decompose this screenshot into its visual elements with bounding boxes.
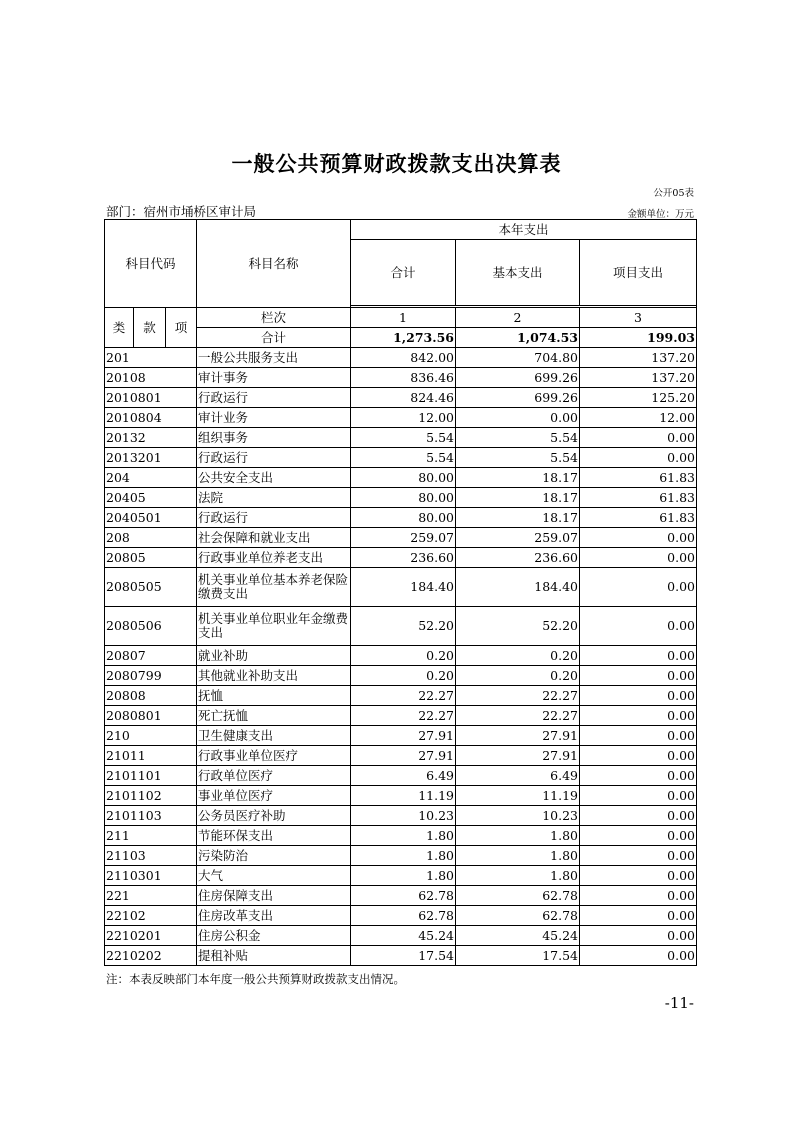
header-kuan: 款 <box>134 308 166 348</box>
row-name: 公共安全支出 <box>197 468 351 488</box>
row-code: 2210201 <box>105 926 197 946</box>
row-total: 5.54 <box>351 448 456 468</box>
table-row <box>105 846 697 866</box>
expense-table <box>104 219 697 966</box>
row-name: 公务员医疗补助 <box>197 806 351 826</box>
row-code: 20805 <box>105 548 197 568</box>
row-code: 20808 <box>105 686 197 706</box>
row-code: 201 <box>105 348 197 368</box>
row-code: 20132 <box>105 428 197 448</box>
header-code-group: 科目代码 <box>105 220 197 308</box>
table-row <box>105 448 697 468</box>
table-row <box>105 906 697 926</box>
row-total: 824.46 <box>351 388 456 408</box>
row-total: 80.00 <box>351 488 456 508</box>
row-project: 12.00 <box>580 408 697 428</box>
row-code: 2101102 <box>105 786 197 806</box>
row-total: 52.20 <box>351 607 456 646</box>
row-total: 12.00 <box>351 408 456 428</box>
table-row <box>105 726 697 746</box>
summary-project: 199.03 <box>580 328 697 348</box>
row-project: 137.20 <box>580 368 697 388</box>
row-total: 80.00 <box>351 508 456 528</box>
row-name: 法院 <box>197 488 351 508</box>
row-total: 259.07 <box>351 528 456 548</box>
row-name: 社会保障和就业支出 <box>197 528 351 548</box>
summary-total: 1,273.56 <box>351 328 456 348</box>
row-code: 2080505 <box>105 568 197 607</box>
row-basic: 5.54 <box>456 448 580 468</box>
row-code: 204 <box>105 468 197 488</box>
row-project: 0.00 <box>580 906 697 926</box>
row-project: 61.83 <box>580 468 697 488</box>
table-row <box>105 926 697 946</box>
header-col2: 2 <box>456 308 580 328</box>
row-name: 行政事业单位医疗 <box>197 746 351 766</box>
row-basic: 62.78 <box>456 886 580 906</box>
row-project: 137.20 <box>580 348 697 368</box>
header-lei: 类 <box>105 308 134 348</box>
row-project: 61.83 <box>580 508 697 528</box>
table-row <box>105 408 697 428</box>
unit-label: 金额单位：万元 <box>627 209 694 220</box>
row-basic: 22.27 <box>456 686 580 706</box>
row-basic: 704.80 <box>456 348 580 368</box>
row-project: 0.00 <box>580 706 697 726</box>
row-code: 2101103 <box>105 806 197 826</box>
table-row <box>105 866 697 886</box>
row-project: 0.00 <box>580 926 697 946</box>
row-basic: 0.20 <box>456 646 580 666</box>
row-basic: 1.80 <box>456 826 580 846</box>
row-project: 0.00 <box>580 886 697 906</box>
row-basic: 18.17 <box>456 468 580 488</box>
row-name: 机关事业单位职业年金缴费支出 <box>197 607 351 646</box>
row-basic: 17.54 <box>456 946 580 966</box>
row-code: 21103 <box>105 846 197 866</box>
row-basic: 0.00 <box>456 408 580 428</box>
summary-basic: 1,074.53 <box>456 328 580 348</box>
row-project: 61.83 <box>580 488 697 508</box>
row-basic: 259.07 <box>456 528 580 548</box>
row-total: 11.19 <box>351 786 456 806</box>
row-basic: 1.80 <box>456 846 580 866</box>
row-code: 2040501 <box>105 508 197 528</box>
row-total: 62.78 <box>351 886 456 906</box>
row-total: 842.00 <box>351 348 456 368</box>
row-basic: 22.27 <box>456 706 580 726</box>
row-name: 住房改革支出 <box>197 906 351 926</box>
header-project: 项目支出 <box>580 240 697 306</box>
row-code: 2013201 <box>105 448 197 468</box>
row-project: 0.00 <box>580 646 697 666</box>
row-basic: 184.40 <box>456 568 580 607</box>
row-name: 机关事业单位基本养老保险缴费支出 <box>197 568 351 607</box>
table-row <box>105 706 697 726</box>
row-total: 836.46 <box>351 368 456 388</box>
row-name: 一般公共服务支出 <box>197 348 351 368</box>
row-name: 行政运行 <box>197 508 351 528</box>
row-basic: 27.91 <box>456 746 580 766</box>
row-code: 2210202 <box>105 946 197 966</box>
row-project: 0.00 <box>580 786 697 806</box>
table-row <box>105 607 697 646</box>
row-basic: 5.54 <box>456 428 580 448</box>
row-code: 20405 <box>105 488 197 508</box>
row-name: 组织事务 <box>197 428 351 448</box>
row-project: 0.00 <box>580 448 697 468</box>
department-label: 部门：宿州市埇桥区审计局 <box>106 204 257 219</box>
row-project: 0.00 <box>580 568 697 607</box>
table-row <box>105 368 697 388</box>
row-name: 审计事务 <box>197 368 351 388</box>
row-name: 事业单位医疗 <box>197 786 351 806</box>
table-row <box>105 786 697 806</box>
table-row <box>105 348 697 368</box>
table-row <box>105 686 697 706</box>
row-name: 行政事业单位养老支出 <box>197 548 351 568</box>
row-total: 45.24 <box>351 926 456 946</box>
table-row <box>105 946 697 966</box>
row-name: 行政运行 <box>197 448 351 468</box>
row-basic: 699.26 <box>456 388 580 408</box>
table-row <box>105 508 697 528</box>
row-code: 20108 <box>105 368 197 388</box>
row-name: 死亡抚恤 <box>197 706 351 726</box>
row-code: 208 <box>105 528 197 548</box>
header-name: 科目名称 <box>197 220 351 308</box>
row-total: 17.54 <box>351 946 456 966</box>
row-project: 0.00 <box>580 428 697 448</box>
row-name: 卫生健康支出 <box>197 726 351 746</box>
table-row <box>105 488 697 508</box>
row-project: 0.00 <box>580 726 697 746</box>
row-name: 审计业务 <box>197 408 351 428</box>
table-row <box>105 646 697 666</box>
row-code: 2080801 <box>105 706 197 726</box>
header-xiang: 项 <box>166 308 197 348</box>
row-total: 6.49 <box>351 766 456 786</box>
row-name: 节能环保支出 <box>197 826 351 846</box>
row-project: 125.20 <box>580 388 697 408</box>
row-code: 2101101 <box>105 766 197 786</box>
row-total: 184.40 <box>351 568 456 607</box>
row-basic: 1.80 <box>456 866 580 886</box>
row-total: 236.60 <box>351 548 456 568</box>
row-basic: 18.17 <box>456 508 580 528</box>
row-basic: 6.49 <box>456 766 580 786</box>
row-name: 大气 <box>197 866 351 886</box>
row-basic: 45.24 <box>456 926 580 946</box>
row-name: 污染防治 <box>197 846 351 866</box>
header-col3: 3 <box>580 308 697 328</box>
table-row <box>105 746 697 766</box>
row-total: 80.00 <box>351 468 456 488</box>
row-project: 0.00 <box>580 826 697 846</box>
row-total: 5.54 <box>351 428 456 448</box>
row-name: 住房保障支出 <box>197 886 351 906</box>
row-name: 其他就业补助支出 <box>197 666 351 686</box>
row-project: 0.00 <box>580 528 697 548</box>
row-basic: 27.91 <box>456 726 580 746</box>
row-basic: 236.60 <box>456 548 580 568</box>
table-row <box>105 666 697 686</box>
table-row <box>105 528 697 548</box>
report-title: 一般公共预算财政拨款支出决算表 <box>231 152 562 176</box>
row-total: 22.27 <box>351 706 456 726</box>
row-name: 行政运行 <box>197 388 351 408</box>
row-name: 抚恤 <box>197 686 351 706</box>
row-code: 2110301 <box>105 866 197 886</box>
row-project: 0.00 <box>580 746 697 766</box>
table-row <box>105 428 697 448</box>
table-row <box>105 468 697 488</box>
row-code: 210 <box>105 726 197 746</box>
row-code: 21011 <box>105 746 197 766</box>
row-basic: 0.20 <box>456 666 580 686</box>
row-basic: 10.23 <box>456 806 580 826</box>
row-code: 20807 <box>105 646 197 666</box>
row-basic: 52.20 <box>456 607 580 646</box>
row-code: 2080506 <box>105 607 197 646</box>
header-total: 合计 <box>351 240 456 306</box>
table-row <box>105 568 697 607</box>
row-total: 1.80 <box>351 826 456 846</box>
row-project: 0.00 <box>580 666 697 686</box>
row-total: 1.80 <box>351 866 456 886</box>
table-note: 注：本表反映部门本年度一般公共预算财政拨款支出情况。 <box>106 972 405 986</box>
row-project: 0.00 <box>580 866 697 886</box>
row-code: 2080799 <box>105 666 197 686</box>
row-project: 0.00 <box>580 766 697 786</box>
table-row <box>105 766 697 786</box>
row-code: 211 <box>105 826 197 846</box>
row-code: 221 <box>105 886 197 906</box>
row-basic: 62.78 <box>456 906 580 926</box>
row-total: 1.80 <box>351 846 456 866</box>
row-total: 27.91 <box>351 746 456 766</box>
table-row <box>105 388 697 408</box>
row-project: 0.00 <box>580 686 697 706</box>
row-project: 0.00 <box>580 846 697 866</box>
row-basic: 699.26 <box>456 368 580 388</box>
row-basic: 11.19 <box>456 786 580 806</box>
row-total: 0.20 <box>351 646 456 666</box>
header-col1: 1 <box>351 308 456 328</box>
row-total: 22.27 <box>351 686 456 706</box>
row-name: 就业补助 <box>197 646 351 666</box>
header-basic: 基本支出 <box>456 240 580 306</box>
header-year-expense: 本年支出 <box>351 220 697 240</box>
row-code: 22102 <box>105 906 197 926</box>
row-total: 0.20 <box>351 666 456 686</box>
row-total: 10.23 <box>351 806 456 826</box>
table-row <box>105 806 697 826</box>
row-name: 提租补贴 <box>197 946 351 966</box>
summary-label: 合计 <box>197 328 351 348</box>
page-number: -11- <box>664 994 694 1012</box>
row-total: 62.78 <box>351 906 456 926</box>
row-project: 0.00 <box>580 548 697 568</box>
header-column-no: 栏次 <box>197 308 351 328</box>
table-row <box>105 826 697 846</box>
table-row <box>105 886 697 906</box>
row-name: 行政单位医疗 <box>197 766 351 786</box>
row-code: 2010801 <box>105 388 197 408</box>
row-name: 住房公积金 <box>197 926 351 946</box>
row-basic: 18.17 <box>456 488 580 508</box>
table-row <box>105 548 697 568</box>
row-code: 2010804 <box>105 408 197 428</box>
row-project: 0.00 <box>580 806 697 826</box>
table-code: 公开05表 <box>653 188 694 199</box>
row-project: 0.00 <box>580 607 697 646</box>
row-project: 0.00 <box>580 946 697 966</box>
row-total: 27.91 <box>351 726 456 746</box>
